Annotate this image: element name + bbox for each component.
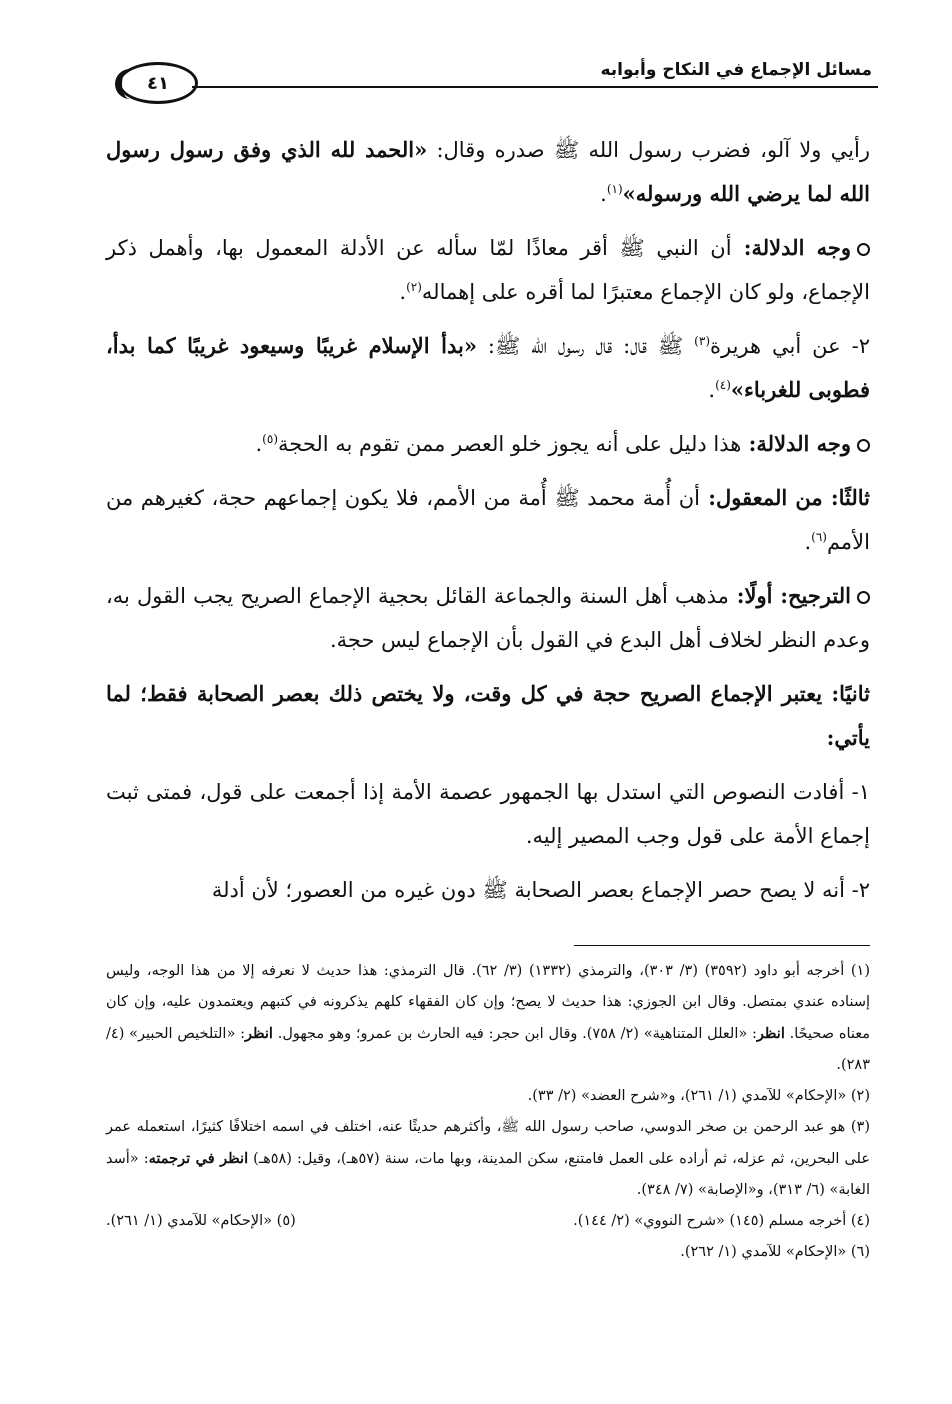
paragraph-text: ١- أفادت النصوص التي استدل بها الجمهور عصمة الأمة إذا أجمعت على قول، فمتى ثبت إجماع الأمة على قول وجب المصير إليه. (106, 780, 870, 848)
circle-bullet-icon (857, 243, 870, 256)
footnote-ref: (٢) (406, 280, 422, 294)
footnote-ref: (٥) (262, 432, 278, 446)
section-label: وجه الدلالة: (741, 431, 851, 456)
footnote-3 (106, 1112, 870, 1206)
footnote-1 (106, 956, 870, 1081)
section-label: ثانيًا: (822, 681, 870, 706)
footnote-5: (٥) «الإحكام» للآمدي (١/ ٢٦١). (106, 1213, 296, 1229)
hadith-quote: «بدأ الإسلام غريبًا وسيعود غريبًا كما بدأ، فطوبى للغرباء» (106, 333, 870, 402)
period: . (399, 280, 407, 304)
paragraph-8 (106, 770, 870, 858)
section-label: الترجيح: (772, 583, 851, 608)
footnotes (106, 956, 870, 1268)
paragraph-6 (106, 574, 870, 662)
footnote-ref: (٤) (715, 378, 731, 392)
section-label: ثالثًا: من المعقول: (700, 485, 870, 510)
see-label: انظر (756, 1025, 785, 1042)
paragraph-4 (106, 422, 870, 466)
footnote-ref: (٦) (811, 530, 827, 544)
footnote-separator (574, 945, 870, 946)
main-text (106, 128, 870, 922)
running-title: مسائل الإجماع في النكاح وأبوابه (600, 60, 872, 80)
paragraph-1 (106, 128, 870, 216)
paragraph-text: أن أُمة محمد ﷺ أُمة من الأمم، فلا يكون إجماعهم حجة، كغيرهم من الأمم (106, 486, 870, 554)
header-rule (192, 86, 878, 88)
see-label: انظر في ترجمته (148, 1150, 249, 1167)
paragraph-text: مذهب أهل السنة والجماعة القائل بحجية الإجماع الصريح يجب القول به، وعدم النظر لخلاف أهل البدع في القول بأن الإجماع ليس حجة. (106, 584, 870, 652)
period: . (708, 378, 716, 402)
period: . (255, 432, 263, 456)
paragraph-9 (106, 868, 870, 912)
section-sublabel: أولًا: (728, 583, 773, 608)
paragraph-text: ﷺ قال: قال رسول الله ﷺ: (476, 334, 695, 358)
page-header (108, 56, 878, 106)
footnote-text: : «العلل المتناهية» (٢/ ٧٥٨). وقال ابن حجر: فيه الحارث بن عمرو؛ وهو مجهول. (272, 1026, 757, 1042)
see-label: انظر (244, 1025, 273, 1042)
page-number-badge (118, 62, 198, 104)
paragraph-text: ٢- أنه لا يصح حصر الإجماع بعصر الصحابة ﷺ دون غيره من العصور؛ لأن أدلة (211, 878, 870, 902)
footnote-ref: (١) (606, 182, 623, 196)
paragraph-text: رأيي ولا آلو، فضرب رسول الله ﷺ صدره وقال: (427, 138, 870, 162)
period: . (600, 182, 607, 206)
paragraph-text: أن النبي ﷺ أقر معاذًا لمّا سأله عن الأدلة المعمول بها، وأهمل ذكر الإجماع، ولو كان الإجماع معتبرًا لما أقره على إهماله (106, 236, 870, 304)
paragraph-text: يعتبر الإجماع الصريح حجة في كل وقت، ولا يختص ذلك بعصر الصحابة فقط؛ لما يأتي: (106, 681, 870, 750)
footnote-text: : «التلخيص الحبير» (٤/ ٢٨٣). (106, 1026, 870, 1073)
page-number: ٤١ (147, 72, 169, 94)
circle-bullet-icon (857, 439, 870, 452)
footnote-ref: (٣) (694, 334, 710, 348)
hadith-quote: «الحمد لله الذي وفق رسول رسول الله لما يرضي الله ورسوله» (106, 137, 870, 206)
footnote-6: (٦) «الإحكام» للآمدي (١/ ٢٦٢). (680, 1244, 870, 1260)
footnote-4: (٤) أخرجه مسلم (١٤٥) «شرح النووي» (٢/ ١٤٤). (573, 1213, 870, 1229)
period: . (804, 530, 812, 554)
footnote-text: (٣) هو عبد الرحمن بن صخر الدوسي، صاحب رسول الله ﷺ، وأكثرهم حديثًا عنه، اختلف في اسمه اختلافًا كثيرًا، استعمله عمر على البحرين، ثم عزله، ثم أراده على العمل فامتنع، سكن المدينة، وبها مات، سنة (٥٧هـ)، وقيل: (٥٨هـ) (106, 1119, 870, 1167)
paragraph-7 (106, 672, 870, 760)
footnote-text: : «أسد الغابة» (٦/ ٣١٣)، و«الإصابة» (٧/ ٣٤٨). (106, 1151, 870, 1198)
footnote-2: (٢) «الإحكام» للآمدي (١/ ٢٦١)، و«شرح العضد» (٢/ ٣٣). (527, 1088, 870, 1104)
paragraph-text: ٢- عن أبي هريرة (710, 334, 870, 358)
section-label: وجه الدلالة: (731, 235, 851, 260)
paragraph-text: هذا دليل على أنه يجوز خلو العصر ممن تقوم به الحجة (278, 432, 742, 456)
paragraph-2 (106, 226, 870, 314)
circle-bullet-icon (857, 591, 870, 604)
paragraph-3 (106, 324, 870, 412)
footnote-row-4-5 (106, 1206, 870, 1237)
footnote-text: (١) أخرجه أبو داود (٣٥٩٢) (٣/ ٣٠٣)، والترمذي (١٣٣٢) (٣/ ٦٢). قال الترمذي: هذا حديث لا نعرفه إلا من هذا الوجه، وليس إسناده عندي بمتصل. وقال ابن الجوزي: هذا حديث لا يصح؛ وإن كان الفقهاء كلهم يذكرونه في كتبهم ويعتمدون عليه، وإن كان معناه صحيحًا. (106, 963, 870, 1042)
paragraph-5 (106, 476, 870, 564)
